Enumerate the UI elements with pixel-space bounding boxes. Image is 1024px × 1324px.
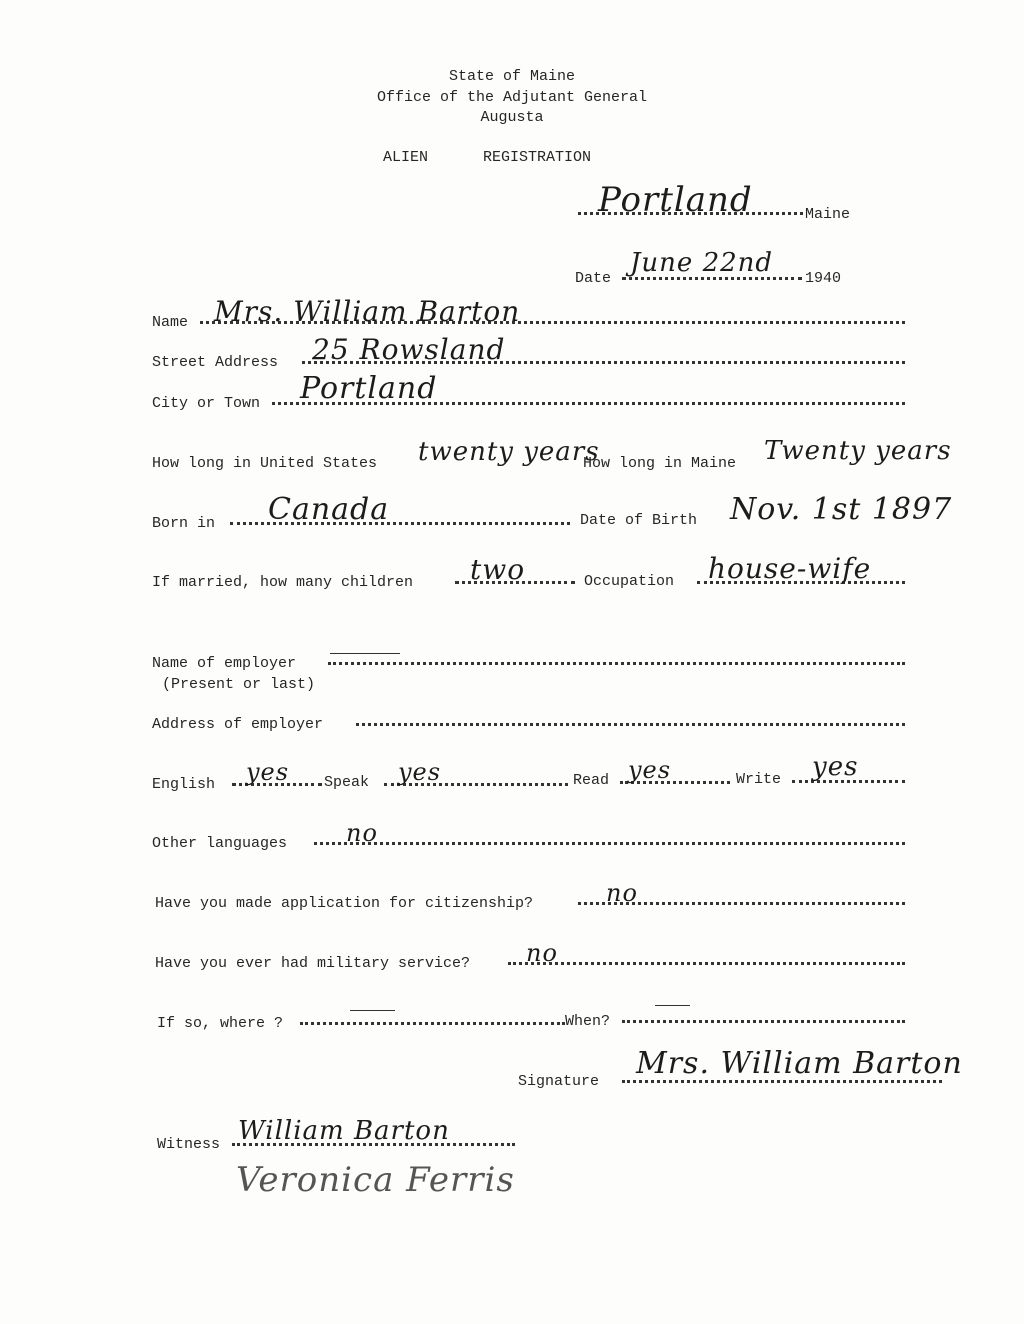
employer-sublabel: (Present or last) <box>162 676 316 693</box>
where-label: If so, where ? <box>157 1015 284 1032</box>
place-suffix: Maine <box>805 206 851 223</box>
born-in-label: Born in <box>152 515 216 532</box>
witness-label: Witness <box>157 1136 221 1153</box>
citizenship-label: Have you made application for citizenship? <box>155 895 534 912</box>
english-value: yes <box>246 758 290 786</box>
date-label: Date <box>575 270 612 287</box>
name-label: Name <box>152 314 189 331</box>
employer-dash <box>330 653 400 654</box>
city-label: City or Town <box>152 395 261 412</box>
employer-dots <box>328 662 905 665</box>
employer-address-dots <box>356 723 905 726</box>
signature-value: Mrs. William Barton <box>636 1046 963 1081</box>
signature-label: Signature <box>518 1073 600 1090</box>
military-value: no <box>526 939 558 967</box>
maine-years-value: Twenty years <box>764 436 952 466</box>
header-office: Office of the Adjutant General <box>376 89 648 106</box>
witness-extra: Veronica Ferris <box>236 1160 515 1200</box>
when-label: When? <box>565 1013 611 1030</box>
street-label: Street Address <box>152 354 279 371</box>
date-value: June 22nd <box>630 248 774 278</box>
other-languages-label: Other languages <box>152 835 288 852</box>
where-dots <box>300 1022 565 1025</box>
us-years-value: twenty years <box>418 437 600 467</box>
english-label: English <box>152 776 216 793</box>
header-state: State of Maine <box>448 68 576 85</box>
citizenship-value: no <box>606 879 638 907</box>
write-value: yes <box>812 752 859 782</box>
place-value: Portland <box>598 180 753 220</box>
occupation-value: house-wife <box>708 552 872 585</box>
when-dots <box>622 1020 905 1023</box>
title-alien: ALIEN <box>383 149 429 166</box>
date-year: 1940 <box>805 270 842 287</box>
read-value: yes <box>628 756 672 784</box>
us-years-label: How long in United States <box>152 455 378 472</box>
other-languages-dots <box>314 842 905 845</box>
children-value: two <box>470 553 526 586</box>
city-value: Portland <box>300 371 438 406</box>
write-label: Write <box>736 771 782 788</box>
maine-years-label: How long in Maine <box>583 455 737 472</box>
military-dots <box>508 962 905 965</box>
employer-label: Name of employer <box>152 655 297 672</box>
speak-label: Speak <box>324 774 370 791</box>
where-dash <box>350 1010 395 1011</box>
children-label: If married, how many children <box>152 574 414 591</box>
header-city: Augusta <box>480 109 544 126</box>
read-label: Read <box>573 772 610 789</box>
occupation-label: Occupation <box>584 573 675 590</box>
born-in-value: Canada <box>268 492 390 527</box>
title-registration: REGISTRATION <box>483 149 592 166</box>
street-value: 25 Rowsland <box>312 333 506 366</box>
other-languages-value: no <box>346 819 378 847</box>
speak-value: yes <box>398 758 442 786</box>
name-value: Mrs. William Barton <box>214 295 521 328</box>
dob-value: Nov. 1st 1897 <box>730 492 953 527</box>
military-label: Have you ever had military service? <box>155 955 471 972</box>
when-dash <box>655 1005 690 1006</box>
witness-value: William Barton <box>238 1116 450 1146</box>
dob-label: Date of Birth <box>580 512 698 529</box>
employer-address-label: Address of employer <box>152 716 324 733</box>
